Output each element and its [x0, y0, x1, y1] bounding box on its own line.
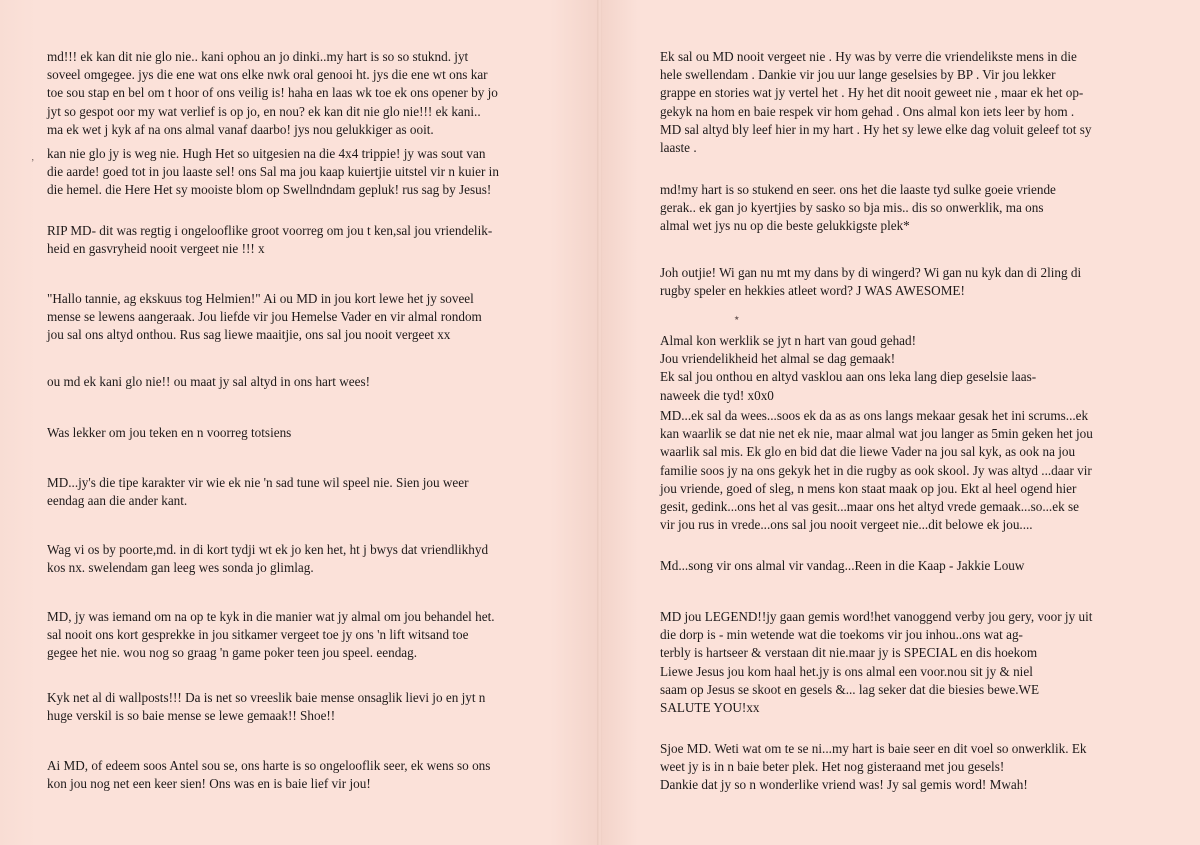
tribute-message: RIP MD- dit was regtig i ongelooflike groot voorreg om jou t ken,sal jou vriendelik- heid en gasvryheid nooit vergeet nie !!! x [47, 223, 493, 257]
tribute-message: "Hallo tannie, ag ekskuus tog Helmien!" Ai ou MD in jou kort lewe het jy soveel mense se lewens aangeraak. Jou liefde vir jou Hemelse Vader en vir almal rondom jou sal ons altyd onthou. Rus sag liewe maaitjie, ons sal jou nooit vergeet xx [47, 291, 482, 343]
tribute-message: MD...ek sal da wees...soos ek da as as ons langs mekaar gesak het ini scrums...ek kan waarlik se dat nie net ek nie, maar almal wat jou langer as 5min geken het jou waarlik sal mis. Ek glo en bid dat die liewe Vader na jou sal kyk, as ook na jou familie soos jy na ons gekyk het in die rugby as ook skool. Jy was altyd ...daar vir jou vriende, goed of sleg, n mens kon staat maak op jou. Ekt al heel ogend hier gesit, gedink...ons het al vas gesit...maar ons het altyd vrede gemaak...so...ek se vir jou rus in vrede...ons sal jou nooit vergeet nie...dit belowe ek jou.... [660, 408, 1093, 533]
tribute-message: MD jou LEGEND!!jy gaan gemis word!het vanoggend verby jou gery, voor jy uit die dorp is - min wetende wat die toekoms vir jou inhou..ons wat ag- terbly is hartseer & verstaan dit nie.maar jy is SPECIAL en dis hoekom Liewe Jesus jou kom haal het.jy is ons almal een voor.nou sit jy & niel saam op Jesus se skoot en gesels &... lag seker dat die biesies bewe.WE SALUTE YOU!xx [660, 609, 1093, 716]
tribute-message: Ai MD, of edeem soos Antel sou se, ons harte is so ongelooflik seer, ek wens so ons kon jou nog net een keer sien! Ons was en is baie lief vir jou! [47, 758, 491, 792]
tribute-message: Md...song vir ons almal vir vandag...Reen in die Kaap - Jakkie Louw [660, 558, 1025, 573]
tribute-message: Joh outjie! Wi gan nu mt my dans by di wingerd? Wi gan nu kyk dan di 2ling di rugby speler en hekkies atleet word? J WAS AWESOME! [660, 265, 1082, 299]
stray-mark: ٭ [734, 313, 740, 324]
tribute-message: Almal kon werklik se jyt n hart van goud gehad! Jou vriendelikheid het almal se dag gemaak! Ek sal jou onthou en altyd vasklou aan ons leka lang diep geselsie laas- naweek die tyd! x0x0 [660, 333, 1037, 403]
stray-mark: ’ [31, 158, 35, 169]
tribute-message: Ek sal ou MD nooit vergeet nie . Hy was by verre die vriendelikste mens in die hele swellendam . Dankie vir jou uur lange geselsies by BP . Vir jou lekker grappe en stories wat jy vertel het . Hy het dit nooit geweet nie , maar ek het op- gekyk na hom en baie respek vir hom gehad . Ons almal kon iets leer by hom . MD sal altyd bly leef hier in my hart . Hy het sy lewe elke dag voluit geleef tot sy laaste . [660, 49, 1092, 156]
tribute-message: MD...jy's die tipe karakter vir wie ek nie 'n sad tune wil speel nie. Sien jou weer eendag aan die ander kant. [47, 475, 469, 509]
tribute-message: Sjoe MD. Weti wat om te se ni...my hart is baie seer en dit voel so onwerklik. Ek weet jy is in n baie beter plek. Het nog gisteraand met jou gesels! Dankie dat jy so n wonderlike vriend was! Jy sal gemis word! Mwah! [660, 741, 1087, 793]
tribute-message: MD, jy was iemand om na op te kyk in die manier wat jy almal om jou behandel het. sal nooit ons kort gesprekke in jou sitkamer vergeet toe jy ons 'n lift witsand toe gegee het nie. wou nog so graag 'n game poker teen jou speel. eendag. [47, 609, 495, 661]
tribute-message: Was lekker om jou teken en n voorreg totsiens [47, 425, 292, 440]
tribute-message: md!my hart is so stukend en seer. ons het die laaste tyd sulke goeie vriende gerak.. ek gan jo kyertjies by sasko so bja mis.. dis so onwerklik, ma ons almal wet jys nu op die beste gelukkigste plek* [660, 182, 1056, 234]
tribute-message: ou md ek kani glo nie!! ou maat jy sal altyd in ons hart wees! [47, 374, 371, 389]
right-page [602, 0, 1200, 845]
tribute-message: md!!! ek kan dit nie glo nie.. kani ophou an jo dinki..my hart is so so stuknd. jyt soveel omgegee. jys die ene wat ons elke nwk oral genooi ht. jys die ene wt ons kar toe sou stap en bel om t hoor of ons veilig is! haha en laas wk toe ek ons opener by jo jyt so gespot oor my wat verlief is op jo, en nou? ek kan dit nie glo nie!!! ek kani.. ma ek wet j kyk af na ons almal vanaf daarbo! jys nou gelukkiger as ooit. [47, 49, 498, 137]
tribute-message: kan nie glo jy is weg nie. Hugh Het so uitgesien na die 4x4 trippie! jy was sout van die aarde! goed tot in jou laaste sel! ons Sal ma jou kaap kuiertjie uitstel vir n kuier in die hemel. die Here Het sy mooiste blom op Swellndndam gepluk! rus sag by Jesus! [47, 146, 499, 198]
tribute-message: Wag vi os by poorte,md. in di kort tydji wt ek jo ken het, ht j bwys dat vriendlikhyd kos nx. swelendam gan leeg wes sonda jo glimlag. [47, 542, 489, 576]
tribute-message: Kyk net al di wallposts!!! Da is net so vreeslik baie mense onsaglik lievi jo en jyt n huge verskil is so baie mense se lewe gemaak!! Shoe!! [47, 690, 486, 724]
left-page [0, 0, 598, 845]
